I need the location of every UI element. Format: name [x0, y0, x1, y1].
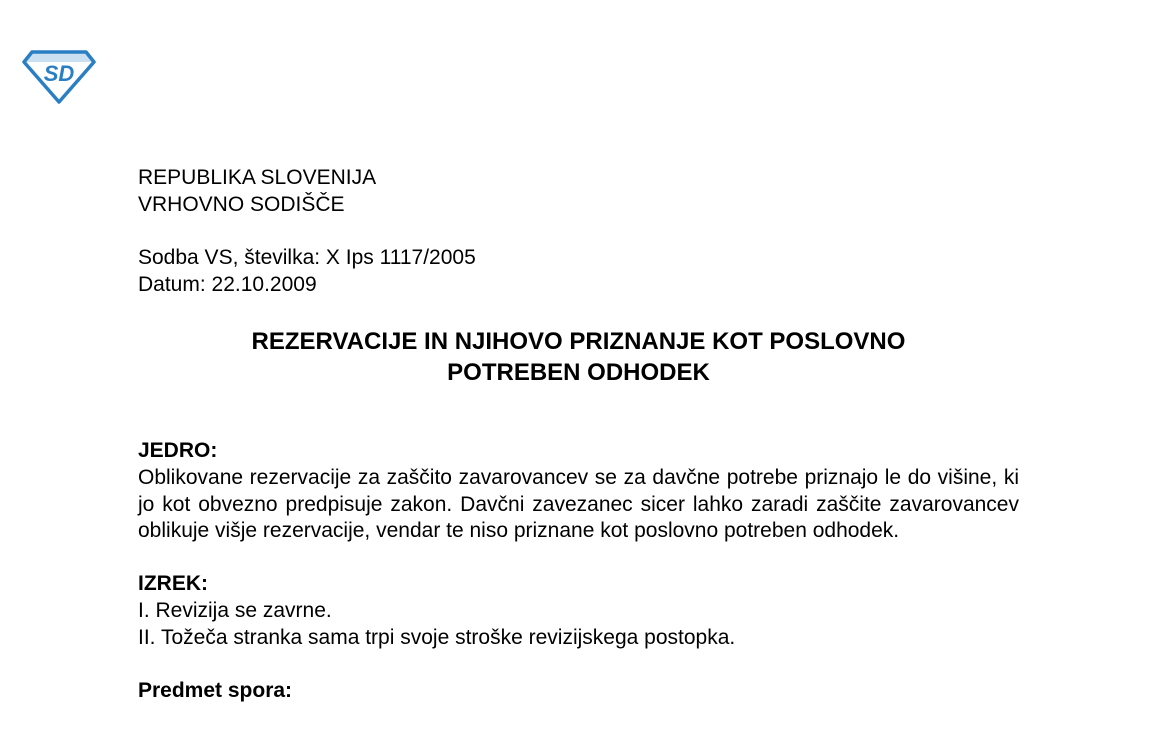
case-date: Datum: 22.10.2009: [138, 273, 317, 297]
document-title: [138, 326, 1019, 388]
case-number: Sodba VS, številka: X Ips 1117/2005: [138, 246, 476, 270]
izrek-item: I. Revizija se zavrne.: [138, 598, 332, 622]
logo-text: SD: [43, 61, 75, 86]
court-header: [138, 165, 1019, 219]
court-name: VRHOVNO SODIŠČE: [138, 192, 345, 216]
izrek-heading: IZREK:: [138, 572, 208, 596]
document-body: [138, 165, 1019, 704]
title-line-1: REZERVACIJE IN NJIHOVO PRIZNANJE KOT POSLOVNO: [251, 327, 906, 355]
sd-logo-icon: [22, 48, 96, 104]
izrek-section: [138, 571, 1019, 651]
predmet-spora-heading: Predmet spora:: [138, 678, 293, 702]
jedro-text: Oblikovane rezervacije za zaščito zavarovancev se za davčne potrebe priznajo le do višine, ki jo kot obvezno predpisuje zakon. Davčni zavezanec sicer lahko zaradi zaščite zavarovancev oblikuje višje rezervacije, vendar te niso priznane kot poslovno potreben odhodek.: [138, 465, 1019, 543]
predmet-spora-section: [138, 678, 1019, 705]
izrek-item: II. Tožeča stranka sama trpi svoje stroške revizijskega postopka.: [138, 625, 736, 649]
title-line-2: POTREBEN ODHODEK: [447, 358, 710, 386]
jedro-section: [138, 438, 1019, 545]
jedro-heading: JEDRO:: [138, 438, 218, 462]
case-info: [138, 245, 1019, 299]
country-name: REPUBLIKA SLOVENIJA: [138, 166, 377, 189]
